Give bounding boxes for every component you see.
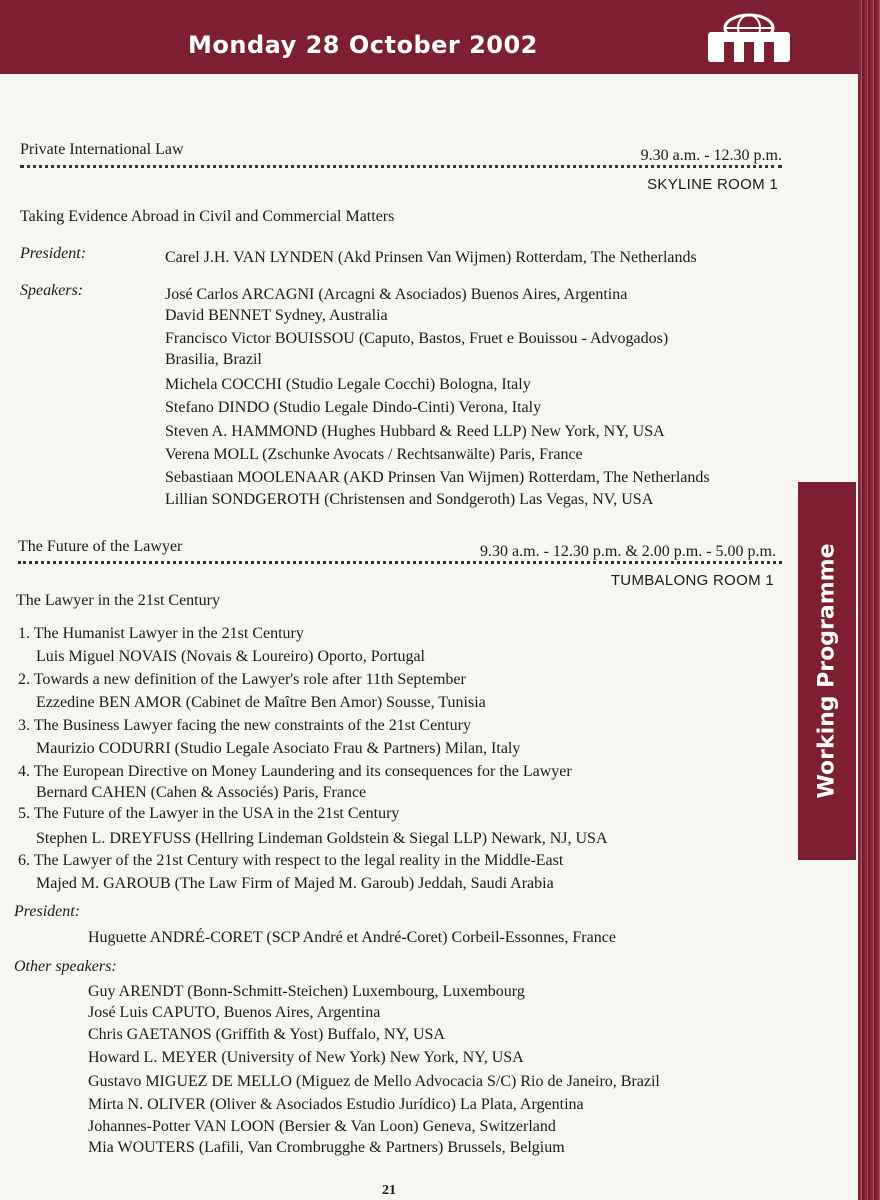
topic-speaker: Majed M. GAROUB (The Law Firm of Majed M. Garoub) Jeddah, Saudi Arabia: [36, 875, 554, 892]
page-number: 21: [382, 1183, 396, 1198]
topic-speaker: Stephen L. DREYFUSS (Hellring Lindeman Goldstein & Siegal LLP) Newark, NJ, USA: [36, 830, 608, 847]
speaker-item: Stefano DINDO (Studio Legale Dindo-Cinti) Verona, Italy: [165, 399, 542, 416]
speaker-item: Francisco Victor BOUISSOU (Caputo, Bastos, Fruet e Bouissou - Advogados): [165, 330, 669, 347]
other-speaker-item: Mia WOUTERS (Lafili, Van Crombrugghe & Partners) Brussels, Belgium: [88, 1139, 565, 1156]
other-speaker-item: Chris GAETANOS (Griffith & Yost) Buffalo, NY, USA: [88, 1026, 445, 1043]
speaker-item: David BENNET Sydney, Australia: [165, 307, 388, 324]
speaker-item: Sebastiaan MOOLENAAR (AKD Prinsen Van Wijmen) Rotterdam, The Netherlands: [165, 469, 710, 486]
session2-other-label: Other speakers:: [14, 958, 117, 975]
session2-room: TUMBALONG ROOM 1: [610, 572, 774, 589]
session2-time: 9.30 a.m. - 12.30 p.m. & 2.00 p.m. - 5.00 p.m.: [480, 543, 776, 560]
session1-time: 9.30 a.m. - 12.30 p.m.: [640, 147, 782, 164]
topic-title: 2. Towards a new definition of the Lawyer's role after 11th September: [18, 671, 466, 688]
topic-speaker: Luis Miguel NOVAIS (Novais & Loureiro) Oporto, Portugal: [36, 648, 425, 665]
session2-title: The Lawyer in the 21st Century: [16, 592, 220, 609]
speaker-item: Michela COCCHI (Studio Legale Cocchi) Bologna, Italy: [165, 376, 531, 393]
page-date-title: Monday 28 October 2002: [188, 31, 538, 59]
session1-room: SKYLINE ROOM 1: [647, 176, 778, 193]
session2-category: The Future of the Lawyer: [18, 538, 183, 555]
session2-president-label: President:: [14, 903, 81, 920]
topic-title: 3. The Business Lawyer facing the new constraints of the 21st Century: [18, 717, 471, 734]
topic-speaker: Bernard CAHEN (Cahen & Associés) Paris, France: [36, 784, 367, 801]
speaker-item: José Carlos ARCAGNI (Arcagni & Asociados) Buenos Aires, Argentina: [165, 286, 628, 303]
session1-category: Private International Law: [20, 141, 184, 158]
speaker-item: Steven A. HAMMOND (Hughes Hubbard & Reed LLP) New York, NY, USA: [165, 423, 665, 440]
other-speaker-item: José Luis CAPUTO, Buenos Aires, Argentina: [88, 1004, 381, 1021]
topic-title: 4. The European Directive on Money Laundering and its consequences for the Lawyer: [18, 763, 572, 780]
speaker-item: Lillian SONDGEROTH (Christensen and Sondgeroth) Las Vegas, NV, USA: [165, 491, 654, 508]
other-speaker-item: Guy ARENDT (Bonn-Schmitt-Steichen) Luxembourg, Luxembourg: [88, 983, 525, 1000]
other-speaker-item: Gustavo MIGUEZ DE MELLO (Miguez de Mello Advocacia S/C) Rio de Janeiro, Brazil: [88, 1073, 660, 1090]
topic-title: 6. The Lawyer of the 21st Century with respect to the legal reality in the Middle-East: [18, 852, 564, 869]
session1-dotted-rule: [20, 165, 782, 168]
topic-speaker: Ezzedine BEN AMOR (Cabinet de Maître Ben Amor) Sousse, Tunisia: [36, 694, 486, 711]
other-speaker-item: Mirta N. OLIVER (Oliver & Asociados Estudio Jurídico) La Plata, Argentina: [88, 1096, 584, 1113]
session1-president-label: President:: [20, 245, 87, 262]
page-edge-decoration: [858, 0, 880, 1200]
page-header: [0, 0, 858, 74]
speaker-item: Verena MOLL (Zschunke Avocats / Rechtsanwälte) Paris, France: [165, 446, 583, 463]
topic-speaker: Maurizio CODURRI (Studio Legale Asociato Frau & Partners) Milan, Italy: [36, 740, 521, 757]
topic-title: 5. The Future of the Lawyer in the USA in the 21st Century: [18, 805, 400, 822]
session2-dotted-rule: [18, 561, 782, 564]
other-speaker-item: Howard L. MEYER (University of New York) New York, NY, USA: [88, 1049, 524, 1066]
session1-title: Taking Evidence Abroad in Civil and Commercial Matters: [20, 208, 395, 225]
side-tab-label: Working Programme: [814, 543, 840, 799]
other-speaker-item: Johannes-Potter VAN LOON (Bersier & Van Loon) Geneva, Switzerland: [88, 1118, 556, 1135]
session1-president: Carel J.H. VAN LYNDEN (Akd Prinsen Van Wijmen) Rotterdam, The Netherlands: [165, 249, 697, 266]
session1-speakers-label: Speakers:: [20, 282, 84, 299]
speaker-item: Brasilia, Brazil: [165, 351, 262, 368]
session2-president: Huguette ANDRÉ-CORET (SCP André et André-Coret) Corbeil-Essonnes, France: [88, 929, 616, 946]
uia-logo-icon: [706, 12, 792, 64]
side-tab: [798, 482, 856, 860]
topic-title: 1. The Humanist Lawyer in the 21st Century: [18, 625, 304, 642]
